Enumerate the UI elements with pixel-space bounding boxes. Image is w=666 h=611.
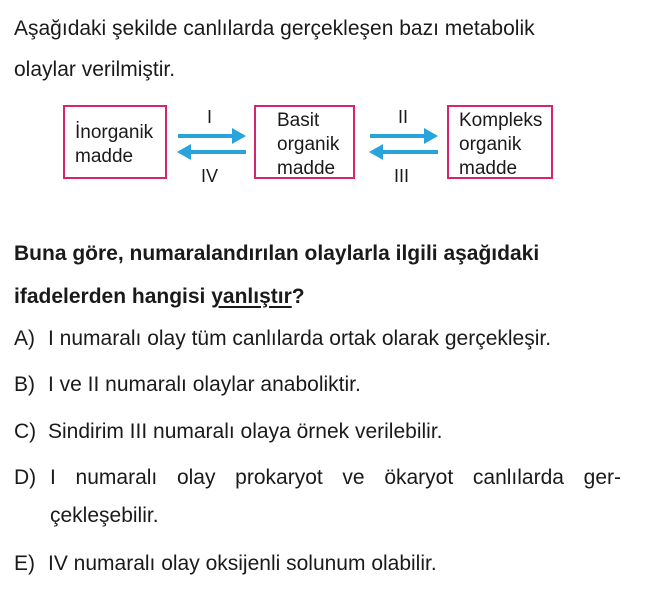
question-line-2 [14, 285, 305, 308]
box-basic-line-1: Basit [277, 110, 320, 131]
option-e[interactable] [14, 545, 654, 583]
label-IV: IV [201, 166, 219, 186]
question-suffix: ? [291, 285, 305, 308]
question-keyword: yanlıştır [211, 285, 292, 308]
option-a[interactable] [14, 320, 654, 358]
label-II: II [398, 107, 409, 127]
option-text: I ve II numaralı olaylar anaboliktir. [48, 373, 361, 396]
option-b[interactable] [14, 366, 654, 404]
intro-line-1: Aşağıdaki şekilde canlılarda gerçekleşen bazı metabolik [14, 17, 535, 40]
question-prefix: ifadelerden hangisi [14, 285, 212, 308]
option-text-line-1: I numaralı olay prokaryot ve ökaryot canlılarda ger- [50, 466, 621, 489]
box-inorganic-line-2: madde [75, 146, 134, 167]
option-text: I numaralı olay tüm canlılarda ortak olarak gerçekleşir. [48, 327, 552, 350]
box-inorganic-line-1: İnorganik [75, 122, 154, 143]
option-letter: D) [14, 466, 37, 489]
arrow-right-icon [370, 128, 438, 144]
option-text: Sindirim III numaralı olaya örnek verilebilir. [48, 420, 443, 443]
box-basic-line-3: madde [277, 158, 336, 179]
label-I: I [207, 107, 213, 127]
option-text: IV numaralı olay oksijenli solunum olabilir. [48, 552, 437, 575]
arrow-left-icon [177, 144, 246, 160]
box-complex-line-2: organik [459, 134, 522, 155]
intro-line-2: olaylar verilmiştir. [14, 58, 176, 81]
metabolism-diagram [0, 100, 666, 190]
option-letter: B) [14, 373, 35, 396]
box-complex-line-1: Kompleks [459, 110, 543, 131]
option-c[interactable] [14, 413, 654, 451]
box-complex-line-3: madde [459, 158, 518, 179]
intro-text [14, 8, 654, 90]
label-III: III [394, 166, 410, 186]
box-basic-line-2: organik [277, 134, 340, 155]
question-stem [14, 232, 654, 318]
option-letter: A) [14, 327, 35, 350]
reaction-arrows [0, 100, 666, 190]
arrow-left-icon [369, 144, 438, 160]
option-text-line-2: çekleşebilir. [50, 504, 159, 527]
arrow-right-icon [178, 128, 246, 144]
question-line-1: Buna göre, numaralandırılan olaylarla ilgili aşağıdaki [14, 242, 540, 265]
option-letter: C) [14, 420, 37, 443]
option-letter: E) [14, 552, 35, 575]
